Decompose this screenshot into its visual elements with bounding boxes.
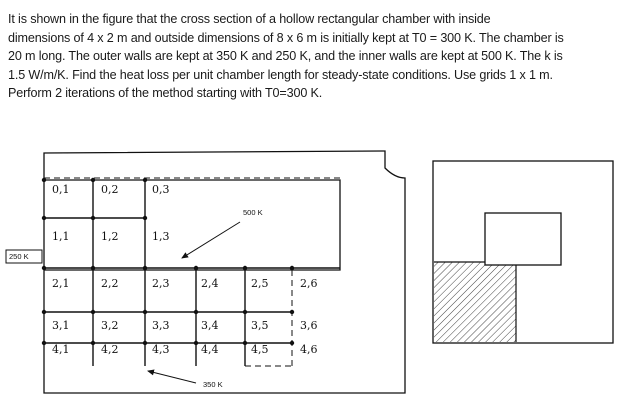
grid-node — [42, 310, 46, 314]
grid-node — [143, 310, 147, 314]
bottom-wall-temp-label: 350 K — [203, 380, 223, 389]
grid-lines — [44, 180, 340, 366]
node-label: 0,2 — [101, 183, 119, 196]
schematic-inner-chamber — [485, 213, 561, 265]
node-label: 4,5 — [251, 343, 269, 356]
grid-node — [42, 341, 46, 345]
node-label: 2,4 — [201, 277, 219, 290]
node-label: 3,5 — [251, 319, 269, 332]
grid-node — [143, 341, 147, 345]
node-label: 3,2 — [101, 319, 119, 332]
problem-line: 1.5 W/m/K. Find the heat loss per unit chamber length for steady-state conditions. Use grids 1 x 1 m. — [8, 67, 553, 82]
grid-node — [42, 178, 46, 182]
grid-node — [42, 216, 46, 220]
grid-node — [194, 310, 198, 314]
grid-node — [290, 341, 294, 345]
grid-node — [91, 216, 95, 220]
grid-node — [194, 341, 198, 345]
grid-node — [143, 216, 147, 220]
inner-wall — [44, 180, 340, 270]
grid-node — [91, 310, 95, 314]
node-label: 4,6 — [300, 343, 318, 356]
node-label: 4,2 — [101, 343, 119, 356]
grid-node — [194, 266, 198, 270]
grid-node — [91, 266, 95, 270]
node-label: 3,4 — [201, 319, 219, 332]
problem-line: It is shown in the figure that the cross section of a hollow rectangular chamber with inside — [8, 12, 491, 26]
left-wall-temp-label: 250 K — [9, 252, 29, 261]
node-label: 4,4 — [201, 343, 219, 356]
node-label: 3,1 — [52, 319, 70, 332]
grid-node — [91, 341, 95, 345]
node-label: 1,1 — [52, 230, 70, 243]
node-label: 4,1 — [52, 343, 70, 356]
node-label: 4,3 — [152, 343, 170, 356]
grid-node — [143, 266, 147, 270]
node-label: 1,2 — [101, 230, 119, 243]
node-label: 2,6 — [300, 277, 318, 290]
schematic-hatched-region — [434, 262, 516, 342]
problem-line: dimensions of 4 x 2 m and outside dimensions of 8 x 6 m is initially kept at T0 = 300 K. The chamber is — [8, 30, 564, 45]
problem-line: Perform 2 iterations of the method starting with T0=300 K. — [8, 86, 323, 101]
node-label: 2,3 — [152, 277, 170, 290]
inner-wall-arrow — [182, 222, 240, 258]
bottom-wall-arrow — [148, 371, 196, 383]
node-label: 2,1 — [52, 277, 70, 290]
grid-node — [290, 266, 294, 270]
grid-node — [91, 178, 95, 182]
grid-node — [143, 178, 147, 182]
node-label: 1,3 — [152, 230, 170, 243]
node-label: 3,3 — [152, 319, 170, 332]
node-label: 2,2 — [101, 277, 119, 290]
grid-node — [243, 266, 247, 270]
grid-node — [290, 310, 294, 314]
node-label: 2,5 — [251, 277, 269, 290]
grid-node — [243, 310, 247, 314]
grid-node — [42, 266, 46, 270]
inner-wall-temp-label: 500 K — [243, 208, 263, 217]
grid-node — [243, 341, 247, 345]
outer-boundary — [44, 151, 405, 393]
node-label: 3,6 — [300, 319, 318, 332]
node-label: 0,3 — [152, 183, 170, 196]
problem-line: 20 m long. The outer walls are kept at 350 K and 250 K, and the inner walls are kept at 500 K. The k is — [8, 49, 563, 64]
node-label: 0,1 — [52, 183, 70, 196]
